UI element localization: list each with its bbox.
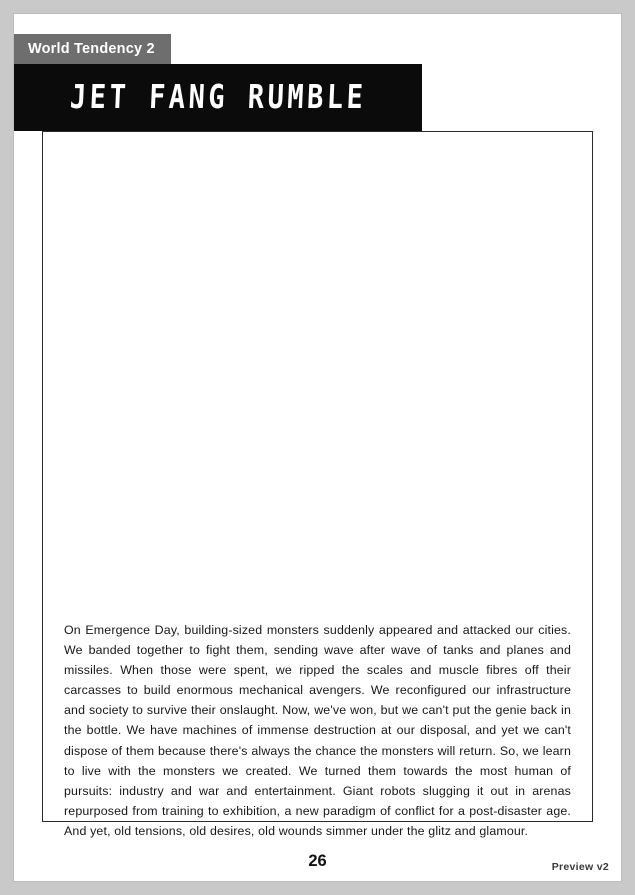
preview-watermark: Preview v2 [551, 861, 609, 873]
page-number: 26 [308, 852, 327, 870]
section-tab-label: World Tendency 2 [28, 41, 155, 57]
title-banner [14, 64, 422, 131]
page-title: JET FANG RUMBLE [69, 78, 367, 117]
body-text: On Emergence Day, building-sized monsters suddenly appeared and attacked our cities. We banded together to fight them, sending wave after wave of tanks and planes and missiles. When those were spent, we ripped the scales and muscle fibres off their carcasses to build enormous mechanical avengers. We reconfigured our infrastructure and society to survive their onslaught. Now, we've won, but we can't put the genie back in the bottle. We have machines of immense destruction at our disposal, and yet we can't dispose of them because there's always the chance the monsters will return. So, we learn to live with the monsters we created. We turned them towards the most human of pursuits: industry and war and entertainment. Giant robots slugging it out in arenas repurposed from training to exhibition, a new paradigm of conflict for a post-disaster age. And yet, old tensions, old desires, old wounds simmer under the glitz and glamour. [64, 623, 571, 838]
section-tab [14, 34, 171, 64]
